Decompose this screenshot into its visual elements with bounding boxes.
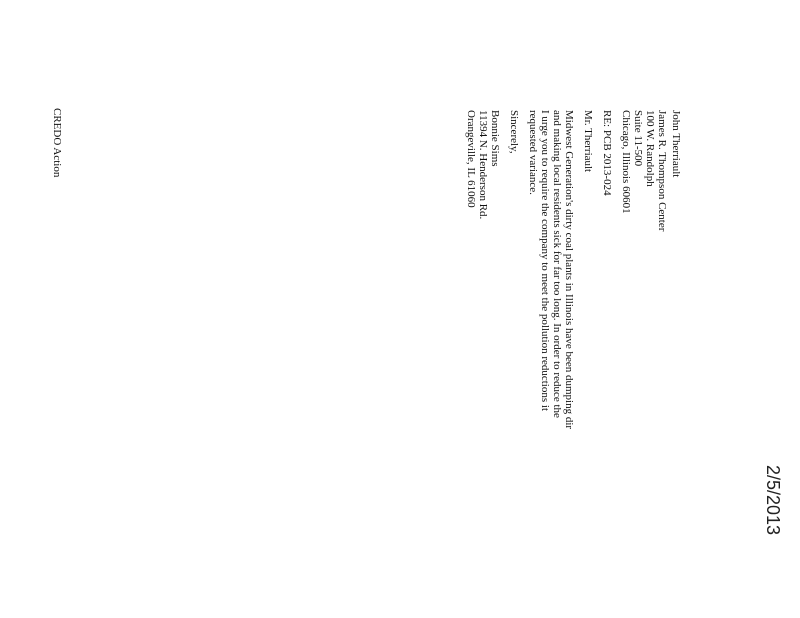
body-line: requested variance. (527, 110, 539, 195)
footer-organization: CREDO Action (51, 108, 63, 178)
recipient-address-line: Suite 11-500 (632, 110, 644, 167)
body-line: I urge you to require the company to meet the pollution reductions it (539, 110, 551, 412)
recipient-address-line: 100 W. Randolph (644, 110, 656, 187)
letter-date: 2/5/2013 (763, 465, 783, 536)
signature-address-line: Orangeville, IL 61060 (465, 110, 477, 208)
signature-address-line: 11394 N. Henderson Rd. (477, 110, 489, 220)
recipient-name: John Therriault (670, 110, 682, 178)
recipient-address-line: Chicago, Illinois 60601 (620, 110, 632, 214)
reference-line: RE: PCB 2013-024 (601, 110, 613, 196)
closing: Sincerely, (508, 110, 520, 154)
signature-name: Bonnie Sims (489, 110, 501, 167)
body-line: and making local residents sick for far too long. In order to reduce the (551, 110, 563, 418)
salutation: Mr. Therriault (582, 110, 594, 173)
body-line: Midwest Generation's dirty coal plants in Illinois have been dumping dir (563, 110, 575, 430)
recipient-address-line: James R. Thompson Center (656, 110, 668, 232)
